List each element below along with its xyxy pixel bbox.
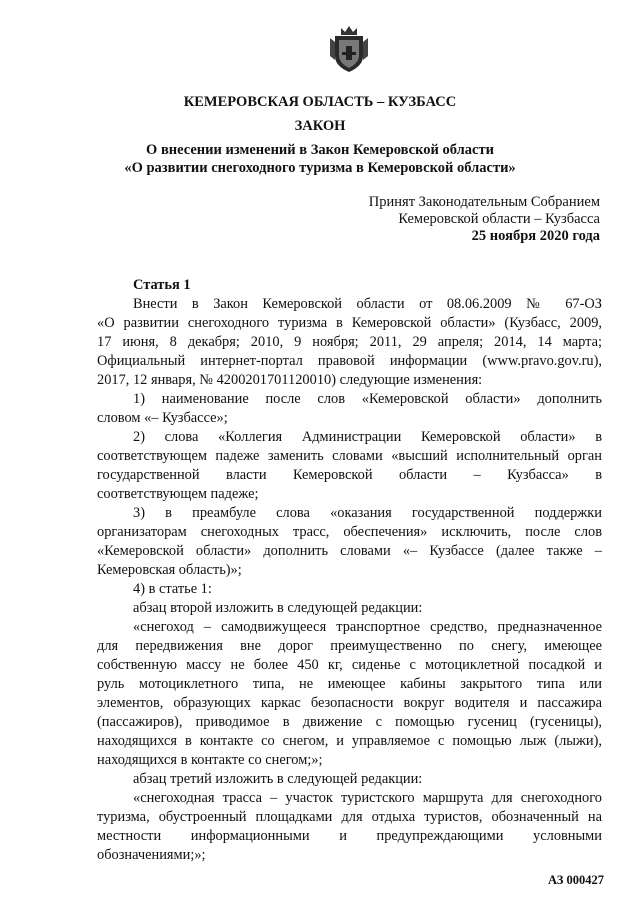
text-line: для передвижения вне дорог преимущественно по снегу, имеющее [97, 638, 602, 654]
law-title-line-2: «О развитии снегоходного туризма в Кемеровской области» [124, 160, 516, 176]
adoption-date: 25 ноября 2020 года [471, 228, 600, 244]
text-line: элементов, образующих каркас безопасности вокруг водителя и пассажира [97, 695, 602, 711]
document-serial-number: АЗ 000427 [548, 873, 604, 887]
text-line: 4) в статье 1: [133, 581, 212, 597]
text-line: находящихся в контакте со снегом;»; [97, 752, 323, 768]
text-line: (пассажиров), приводимое в движение с помощью гусениц (гусеницы), [97, 714, 602, 730]
text-line: «О развитии снегоходного туризма в Кемеровской области» (Кузбасс, 2009, [97, 315, 602, 331]
article-heading: Статья 1 [133, 277, 191, 293]
text-line: «снегоход – самодвижущееся транспортное средство, предназначенное [133, 619, 602, 635]
text-line: «Кемеровской области» дополнить словами «– Кузбассе (далее также – [97, 543, 602, 559]
text-line: собственную массу не более 450 кг, сиденье с мотоциклетной посадкой и [97, 657, 602, 673]
text-line: организаторам снегоходных трасс, обеспечения» исключить, после слов [97, 524, 602, 540]
text-line: соответствующем падеже; [97, 486, 259, 502]
document-type: ЗАКОН [294, 118, 346, 134]
text-line: руль мотоциклетного типа, не имеющее кабины закрытого типа или [97, 676, 602, 692]
text-line: словом «– Кузбассе»; [97, 410, 228, 426]
coat-of-arms-emblem-icon [327, 22, 371, 74]
text-line: Официальный интернет-портал правовой информации (www.pravo.gov.ru), [97, 353, 602, 369]
text-line: абзац третий изложить в следующей редакции: [133, 771, 423, 787]
text-line: 17 июня, 8 декабря; 2010, 9 ноября; 2011, 29 апреля; 2014, 14 марта; [97, 334, 602, 350]
text-line: обозначениями;»; [97, 847, 206, 863]
text-line: государственной власти Кемеровской области – Кузбасса» в [97, 467, 602, 483]
text-line: Кемеровская область)»; [97, 562, 242, 578]
text-line: туризма, обустроенный площадками для отдыха туристов, обозначенный на [97, 809, 602, 825]
text-line: 1) наименование после слов «Кемеровской области» дополнить [133, 391, 602, 407]
law-title-line-1: О внесении изменений в Закон Кемеровской области [146, 142, 494, 158]
text-line: Внести в Закон Кемеровской области от 08.06.2009 № 67-ОЗ [133, 296, 602, 312]
text-line: находящихся в контакте со снегом, и управляемое с помощью лыж (лыжи), [97, 733, 602, 749]
text-line: местности информационными и предупреждающими условными [97, 828, 602, 844]
adoption-line-2: Кемеровской области – Кузбасса [398, 211, 600, 227]
text-line: абзац второй изложить в следующей редакции: [133, 600, 423, 616]
text-line: соответствующем падеже заменить словами «высший исполнительный орган [97, 448, 602, 464]
text-line: 2017, 12 января, № 4200201701120010) следующие изменения: [97, 372, 483, 388]
text-line: 3) в преамбуле слова «оказания государственной поддержки [133, 505, 602, 521]
text-line: 2) слова «Коллегия Администрации Кемеровской области» в [133, 429, 602, 445]
text-line: «снегоходная трасса – участок туристского маршрута для снегоходного [133, 790, 602, 806]
region-heading: КЕМЕРОВСКАЯ ОБЛАСТЬ – КУЗБАСС [183, 94, 457, 110]
adoption-line-1: Принят Законодательным Собранием [368, 194, 600, 210]
